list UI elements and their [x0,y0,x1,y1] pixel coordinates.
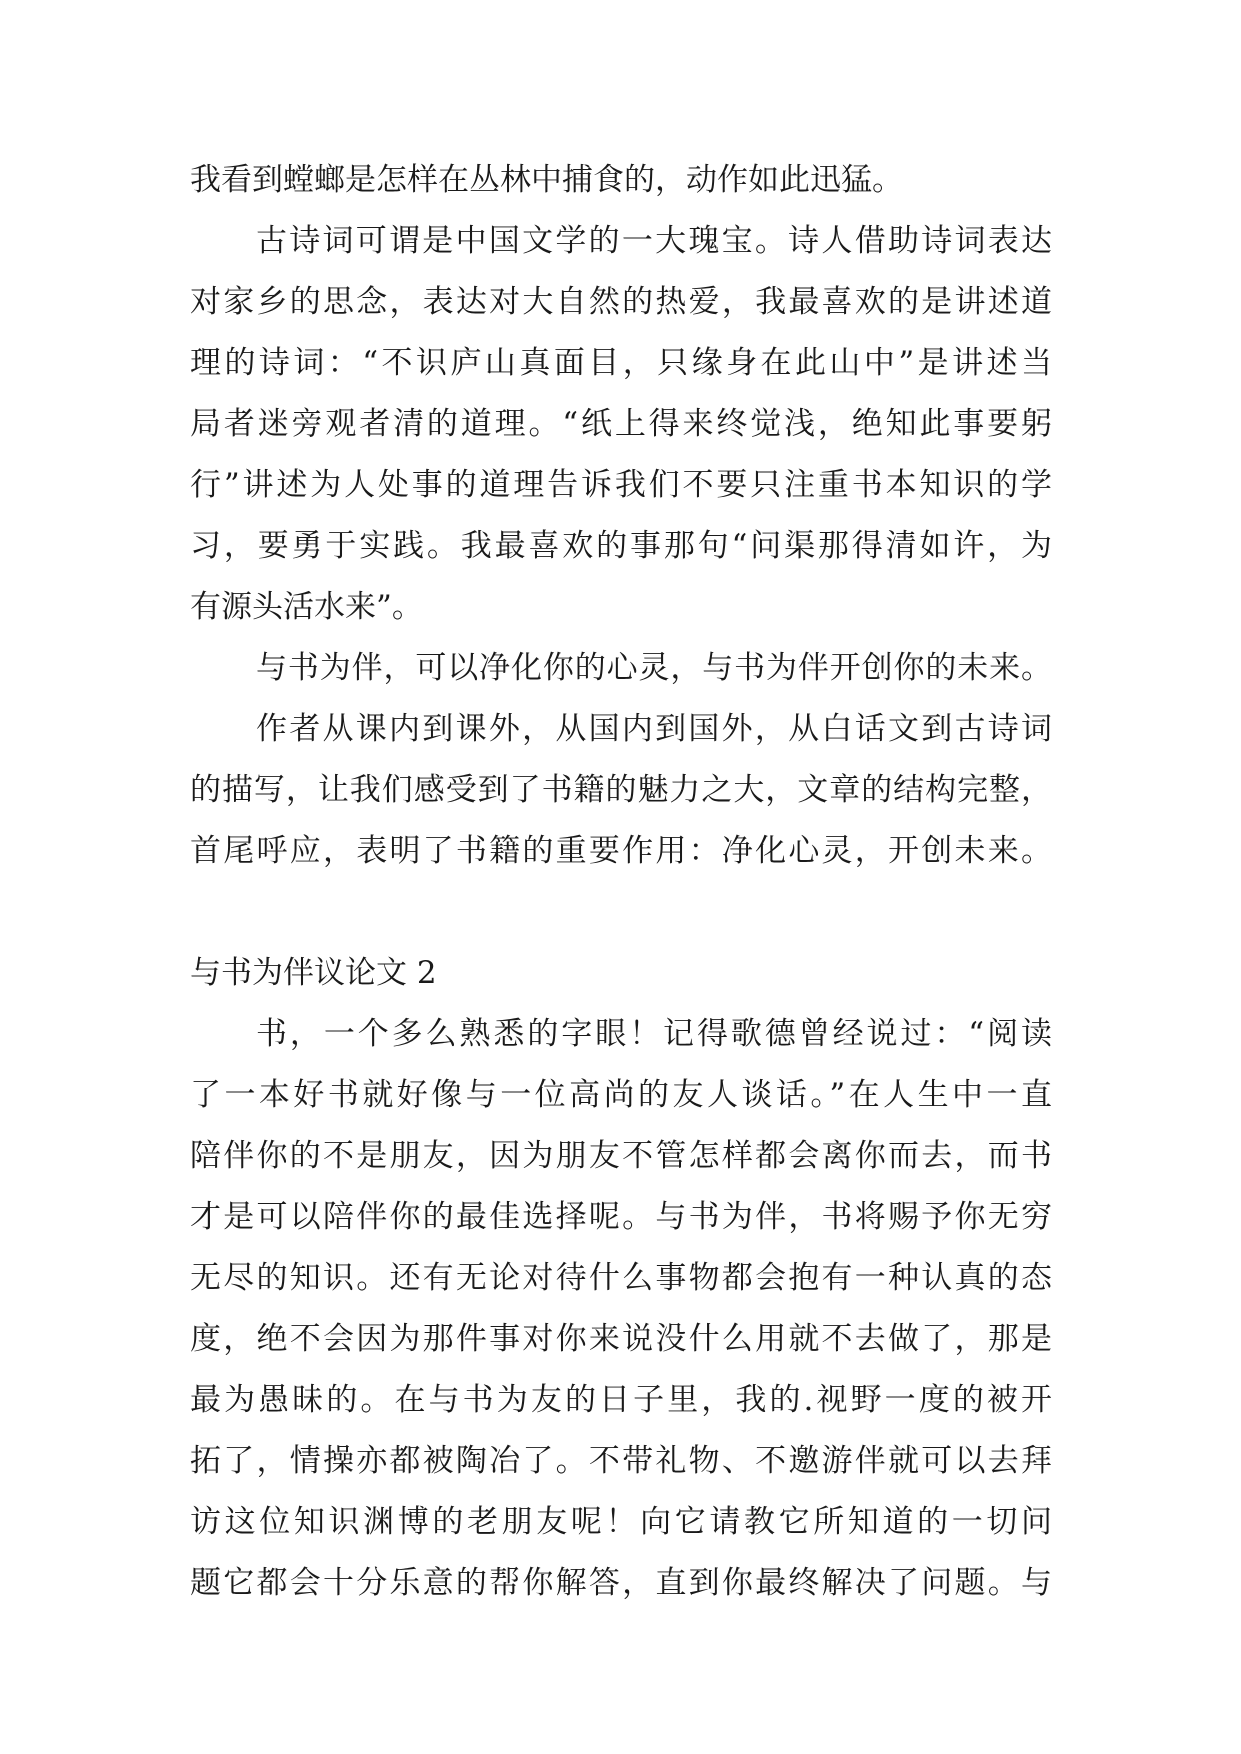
paragraph-line: 我看到螳螂是怎样在丛林中捕食的，动作如此迅猛。 [190,162,903,198]
paragraph-line: 古诗词可谓是中国文学的一大瑰宝。诗人借助诗词表达 [256,223,1052,259]
paragraph-line: 首尾呼应，表明了书籍的重要作用：净化心灵，开创未来。 [190,833,1052,869]
document-page [190,150,1052,1614]
paragraph-line: 才是可以陪伴你的最佳选择呢。与书为伴，书将赐予你无穷 [190,1199,1052,1235]
paragraph-line: 题它都会十分乐意的帮你解答，直到你最终解决了问题。与 [190,1565,1052,1601]
paragraph-line: 书，一个多么熟悉的字眼！记得歌德曾经说过：“阅读 [256,1016,1052,1052]
paragraph-line: 习，要勇于实践。我最喜欢的事那句“问渠那得清如许，为 [190,528,1052,564]
paragraph-line: 拓了，情操亦都被陶冶了。不带礼物、不邀游伴就可以去拜 [190,1443,1052,1479]
paragraph-line: 陪伴你的不是朋友，因为朋友不管怎样都会离你而去，而书 [190,1138,1052,1174]
paragraph-line: 局者迷旁观者清的道理。“纸上得来终觉浅，绝知此事要躬 [190,406,1052,442]
paragraph-line: 无尽的知识。还有无论对待什么事物都会抱有一种认真的态 [190,1260,1052,1296]
section-heading: 与书为伴议论文 2 [190,955,437,991]
paragraph-line: 行”讲述为人处事的道理告诉我们不要只注重书本知识的学 [190,467,1052,503]
paragraph-line: 有源头活水来”。 [190,589,423,625]
paragraph-line: 作者从课内到课外，从国内到国外，从白话文到古诗词 [256,711,1052,747]
paragraph-line: 对家乡的思念，表达对大自然的热爱，我最喜欢的是讲述道 [190,284,1052,320]
paragraph-line: 访这位知识渊博的老朋友呢！向它请教它所知道的一切问 [190,1504,1052,1540]
section-gap [190,882,1052,943]
paragraph-line: 最为愚昧的。在与书为友的日子里，我的.视野一度的被开 [190,1382,1052,1418]
paragraph-line: 与书为伴，可以净化你的心灵，与书为伴开创你的未来。 [256,650,1052,686]
paragraph-line: 的描写，让我们感受到了书籍的魅力之大，文章的结构完整， [190,772,1052,808]
paragraph-line: 度，绝不会因为那件事对你来说没什么用就不去做了，那是 [190,1321,1052,1357]
paragraph-line: 理的诗词：“不识庐山真面目，只缘身在此山中”是讲述当 [190,345,1052,381]
paragraph-line: 了一本好书就好像与一位高尚的友人谈话。”在人生中一直 [190,1077,1052,1113]
